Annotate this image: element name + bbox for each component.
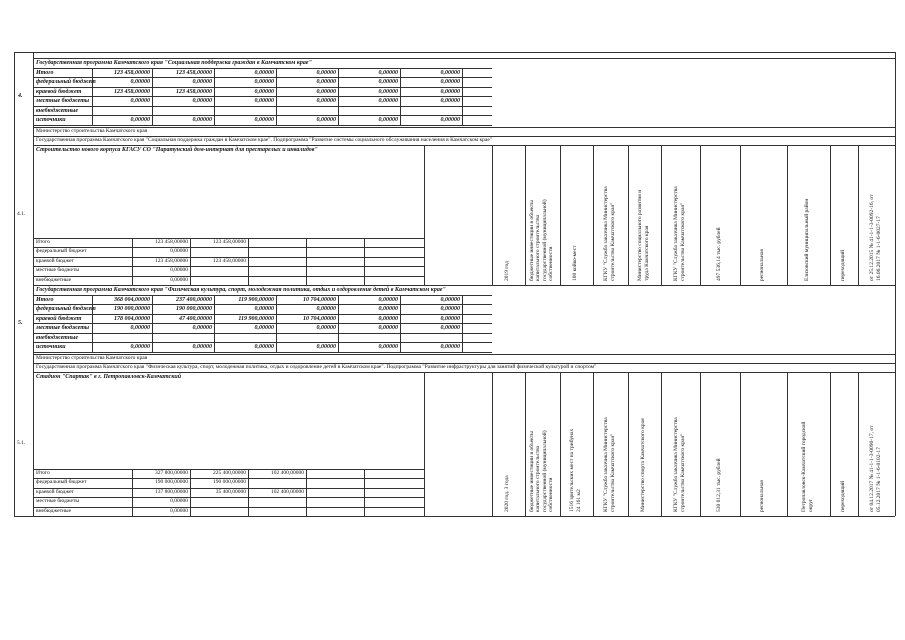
amount-cell: 0,00000 bbox=[130, 117, 150, 123]
grid-line bbox=[560, 372, 561, 517]
grid-line bbox=[276, 295, 277, 352]
amount-cell: 0,00000 bbox=[170, 507, 188, 514]
row-label: местные бюджеты bbox=[36, 498, 80, 504]
amount-cell: 0,00000 bbox=[130, 98, 150, 104]
grid-line bbox=[33, 115, 492, 116]
row-label: источники bbox=[36, 344, 66, 350]
object-title: Строительство нового корпуса КГАСУ СО "Паратунский дом-интернат для престарелых и инвалидов" bbox=[36, 146, 318, 153]
amount-cell: 0,00000 bbox=[170, 498, 188, 504]
grid-line bbox=[661, 372, 662, 517]
grid-line bbox=[560, 145, 561, 286]
row-label: источники bbox=[36, 117, 66, 123]
row-label: местные бюджеты bbox=[36, 98, 90, 104]
amount-cell: 0,00000 bbox=[378, 325, 398, 331]
vertical-attribute: региональная bbox=[759, 480, 766, 512]
grid-line bbox=[895, 145, 896, 286]
amount-cell: 119 900,00000 bbox=[238, 296, 274, 303]
grid-line bbox=[525, 145, 526, 286]
grid-line bbox=[33, 52, 34, 516]
vertical-attribute: капитального строительства bbox=[535, 214, 542, 281]
vertical-attribute: государственной (муниципальной) bbox=[541, 199, 548, 281]
row-label: внебюджетные bbox=[36, 276, 72, 283]
grid-line bbox=[593, 145, 594, 286]
vertical-attribute: переходящий bbox=[839, 249, 846, 281]
subprogram-title: Государственная программа Камчатского края "Физическая культура, спорт, молодежная политика, отдых и оздоровление детей в Камчатском крае". Подпрограмма "Развитие инфраструктуры для занятий физической культурой и спортом" bbox=[36, 363, 597, 370]
amount-cell: 0,00000 bbox=[316, 325, 336, 331]
grid-line bbox=[787, 145, 788, 286]
amount-cell: 0,00000 bbox=[440, 344, 460, 350]
amount-cell: 237 400,00000 bbox=[176, 296, 212, 303]
grid-line bbox=[306, 469, 307, 517]
grid-line bbox=[190, 469, 191, 517]
row-label: Итого bbox=[36, 469, 50, 476]
vertical-attribute: переходящий bbox=[839, 480, 846, 512]
row-number: 5. bbox=[18, 319, 23, 326]
amount-cell: 0,00000 bbox=[130, 79, 150, 85]
vertical-attribute: 16.06.2017 № 1-1-6-0027-17 bbox=[875, 216, 882, 281]
grid-line bbox=[33, 507, 424, 508]
grid-line bbox=[33, 106, 492, 107]
row-label: краевой бюджет bbox=[36, 257, 74, 264]
vertical-attribute: труда Камчатского края bbox=[643, 225, 650, 281]
grid-line bbox=[152, 295, 153, 352]
grid-line bbox=[33, 87, 492, 88]
grid-line bbox=[740, 145, 741, 286]
amount-cell: 368 004,00000 bbox=[114, 296, 150, 303]
amount-cell: 35 400,00000 bbox=[215, 488, 246, 495]
row-label: краевой бюджет bbox=[36, 315, 82, 322]
amount-cell: 0,00000 bbox=[254, 98, 274, 104]
grid-line bbox=[700, 145, 701, 286]
amount-cell: 0,00000 bbox=[316, 88, 336, 95]
amount-cell: 0,00000 bbox=[254, 306, 274, 312]
grid-line bbox=[33, 352, 492, 353]
grid-line bbox=[92, 295, 93, 352]
grid-line bbox=[33, 314, 492, 315]
amount-cell: 0,00000 bbox=[440, 325, 460, 331]
grid-line bbox=[92, 68, 93, 125]
grid-line bbox=[14, 52, 15, 516]
amount-cell: 102 400,00000 bbox=[271, 469, 304, 476]
amount-cell: 0,00000 bbox=[316, 69, 336, 76]
grid-line bbox=[33, 497, 424, 498]
amount-cell: 327 800,00000 bbox=[155, 469, 188, 476]
grid-line bbox=[248, 469, 249, 517]
vertical-attribute: Елизовский муниципальный район bbox=[804, 198, 811, 281]
amount-cell: 0,00000 bbox=[254, 88, 274, 95]
vertical-attribute: региональная bbox=[759, 249, 766, 281]
grid-line bbox=[400, 68, 401, 125]
grid-line bbox=[33, 68, 492, 69]
amount-cell: 0,00000 bbox=[440, 69, 460, 76]
grid-line bbox=[364, 238, 365, 286]
amount-cell: 0,00000 bbox=[192, 98, 212, 104]
amount-cell: 0,00000 bbox=[378, 306, 398, 312]
vertical-attribute: 100 койко-мест bbox=[572, 245, 579, 281]
vertical-attribute: строительства Камчатского края" bbox=[679, 433, 686, 512]
grid-line bbox=[492, 145, 493, 286]
row-label: федеральный бюджет bbox=[36, 479, 87, 485]
grid-line bbox=[33, 247, 424, 248]
amount-cell: 119 900,00000 bbox=[238, 315, 274, 322]
amount-cell: 123 458,00000 bbox=[114, 69, 150, 76]
vertical-attribute: 530 012,31 тыс. рублей bbox=[715, 458, 722, 512]
grid-line bbox=[33, 285, 895, 286]
program-title: Государственная программа Камчатского края "Физическая культура, спорт, молодежная политика, отдых и оздоровление детей в Камчатском крае" bbox=[36, 287, 446, 293]
ministry-name: Министерство строительства Камчатского края bbox=[36, 127, 148, 134]
grid-line bbox=[338, 68, 339, 125]
vertical-attribute: Министерство спорта Камчатского края bbox=[640, 418, 647, 512]
amount-cell: 0,00000 bbox=[254, 117, 274, 123]
amount-cell: 0,00000 bbox=[254, 79, 274, 85]
grid-line bbox=[33, 372, 895, 373]
grid-line bbox=[33, 77, 492, 78]
grid-line bbox=[400, 295, 401, 352]
grid-line bbox=[628, 145, 629, 286]
vertical-attribute: 05.12.2017 № 1-1-6-0102-17 bbox=[875, 447, 882, 512]
amount-cell: 178 004,00000 bbox=[114, 315, 150, 322]
vertical-attribute: капитального строительства bbox=[535, 445, 542, 512]
amount-cell: 0,00000 bbox=[254, 69, 274, 76]
item-number: 4.1. bbox=[17, 210, 26, 217]
grid-line bbox=[628, 372, 629, 517]
vertical-attribute: от 25.12.2015 № 41-1-1-3-0092-16, от bbox=[869, 194, 876, 281]
amount-cell: 225 400,00000 bbox=[213, 469, 246, 476]
grid-line bbox=[593, 372, 594, 517]
grid-line bbox=[276, 68, 277, 125]
grid-line bbox=[190, 238, 191, 286]
row-label: Итого bbox=[36, 238, 50, 245]
vertical-attribute: 2020 год, 3 года bbox=[504, 475, 511, 512]
amount-cell: 0,00000 bbox=[170, 267, 188, 273]
grid-line bbox=[33, 96, 492, 97]
amount-cell: 0,00000 bbox=[440, 315, 460, 322]
amount-cell: 0,00000 bbox=[440, 117, 460, 123]
amount-cell: 102 400,00000 bbox=[271, 488, 304, 495]
amount-cell: 190 000,00000 bbox=[114, 306, 150, 312]
amount-cell: 0,00000 bbox=[316, 117, 336, 123]
amount-cell: 123 458,00000 bbox=[176, 88, 212, 95]
vertical-attribute: бюджетные инвестиции в объекты bbox=[529, 200, 536, 281]
vertical-attribute: строительства Камчатского края" bbox=[609, 433, 616, 512]
object-title: Стадион "Спартак" в г. Петропавловск-Камчатский bbox=[36, 373, 182, 380]
grid-line bbox=[424, 372, 425, 517]
amount-cell: 0,00000 bbox=[378, 315, 398, 322]
row-label: местные бюджеты bbox=[36, 267, 80, 273]
amount-cell: 0,00000 bbox=[130, 325, 150, 331]
row-label: внебюджетные bbox=[36, 107, 78, 114]
row-label: Итого bbox=[36, 296, 54, 303]
vertical-attribute: Министерство социального развития и bbox=[637, 189, 644, 281]
amount-cell: 10 704,00000 bbox=[303, 296, 336, 303]
grid-line bbox=[462, 68, 463, 125]
grid-line bbox=[462, 295, 463, 352]
grid-line bbox=[858, 145, 859, 286]
amount-cell: 0,00000 bbox=[170, 248, 188, 254]
amount-cell: 0,00000 bbox=[378, 79, 398, 85]
amount-cell: 0,00000 bbox=[170, 276, 188, 283]
grid-line bbox=[306, 238, 307, 286]
grid-line bbox=[33, 295, 492, 296]
row-label: краевой бюджет bbox=[36, 88, 82, 95]
amount-cell: 0,00000 bbox=[316, 344, 336, 350]
amount-cell: 0,00000 bbox=[378, 296, 398, 303]
grid-line bbox=[132, 469, 133, 517]
vertical-attribute: 2019 год bbox=[504, 261, 511, 281]
amount-cell: 0,00000 bbox=[378, 344, 398, 350]
subprogram-title: Государственная программа Камчатского края "Социальная поддержка граждан в Камчатском крае". Подпрограмма "Развитие системы социального обслуживания населения в Камчатском крае" bbox=[36, 136, 493, 143]
amount-cell: 0,00000 bbox=[378, 88, 398, 95]
row-label: внебюджетные bbox=[36, 334, 78, 341]
vertical-attribute: собственности bbox=[547, 477, 554, 512]
grid-line bbox=[33, 304, 492, 305]
grid-line bbox=[661, 145, 662, 286]
row-label: краевой бюджет bbox=[36, 488, 74, 495]
grid-line bbox=[33, 127, 895, 128]
row-label: местные бюджеты bbox=[36, 325, 90, 331]
grid-line bbox=[830, 145, 831, 286]
grid-line bbox=[152, 68, 153, 125]
row-label: внебюджетные bbox=[36, 507, 72, 514]
grid-line bbox=[33, 125, 492, 126]
amount-cell: 0,00000 bbox=[130, 344, 150, 350]
row-label: федеральный бюджет bbox=[36, 248, 87, 254]
vertical-attribute: КГКУ "Служба заказчика Министерства bbox=[673, 186, 680, 281]
grid-line bbox=[858, 372, 859, 517]
grid-line bbox=[830, 372, 831, 517]
grid-line bbox=[33, 342, 492, 343]
vertical-attribute: КГКУ "Служба заказчика Министерства bbox=[603, 186, 610, 281]
amount-cell: 0,00000 bbox=[254, 344, 274, 350]
grid-line bbox=[214, 295, 215, 352]
grid-line bbox=[33, 333, 492, 334]
amount-cell: 0,00000 bbox=[440, 98, 460, 104]
amount-cell: 123 458,00000 bbox=[114, 88, 150, 95]
program-title: Государственная программа Камчатского края "Социальная поддержка граждан в Камчатском крае" bbox=[36, 60, 312, 66]
grid-line bbox=[700, 372, 701, 517]
amount-cell: 123 458,00000 bbox=[155, 257, 188, 264]
amount-cell: 0,00000 bbox=[378, 69, 398, 76]
grid-line bbox=[895, 372, 896, 517]
ministry-name: Министерство строительства Камчатского края bbox=[36, 354, 148, 361]
amount-cell: 0,00000 bbox=[192, 325, 212, 331]
grid-line bbox=[338, 295, 339, 352]
grid-line bbox=[14, 52, 895, 53]
grid-line bbox=[740, 372, 741, 517]
row-label: федеральный бюджет bbox=[36, 306, 96, 312]
grid-line bbox=[33, 276, 424, 277]
amount-cell: 0,00000 bbox=[316, 98, 336, 104]
vertical-attribute: 497 536,14 тыс. рублей bbox=[715, 227, 722, 281]
vertical-attribute: КГКУ "Служба заказчика Министерства bbox=[673, 417, 680, 512]
vertical-attribute: строительства Камчатского края" bbox=[679, 202, 686, 281]
amount-cell: 0,00000 bbox=[440, 88, 460, 95]
item-number: 5.1. bbox=[17, 439, 26, 446]
vertical-attribute: строительства Камчатского края" bbox=[609, 202, 616, 281]
amount-cell: 0,00000 bbox=[378, 98, 398, 104]
amount-cell: 0,00000 bbox=[192, 117, 212, 123]
amount-cell: 190 000,00000 bbox=[176, 306, 212, 312]
vertical-attribute: 24 161 м2 bbox=[575, 489, 582, 512]
grid-line bbox=[424, 145, 425, 286]
grid-line bbox=[132, 238, 133, 286]
row-label: федеральный бюджет bbox=[36, 79, 96, 85]
grid-line bbox=[33, 354, 895, 355]
amount-cell: 47 400,00000 bbox=[179, 315, 212, 322]
vertical-attribute: КГКУ "Служба заказчика Министерства bbox=[603, 417, 610, 512]
amount-cell: 0,00000 bbox=[440, 306, 460, 312]
grid-line bbox=[33, 323, 492, 324]
amount-cell: 0,00000 bbox=[192, 79, 212, 85]
vertical-attribute: бюджетные инвестиции в объекты bbox=[529, 431, 536, 512]
grid-line bbox=[214, 68, 215, 125]
amount-cell: 10 704,00000 bbox=[303, 315, 336, 322]
grid-line bbox=[364, 469, 365, 517]
amount-cell: 0,00000 bbox=[316, 306, 336, 312]
amount-cell: 190 000,00000 bbox=[155, 479, 188, 485]
row-number: 4. bbox=[18, 92, 23, 99]
vertical-attribute: 1516 зрительских мест на трибунах bbox=[569, 428, 576, 512]
amount-cell: 0,00000 bbox=[378, 117, 398, 123]
vertical-attribute: от 04.12.2017 № 41-1-1-3-0090-17, от bbox=[869, 425, 876, 512]
amount-cell: 123 458,00000 bbox=[176, 69, 212, 76]
amount-cell: 0,00000 bbox=[440, 296, 460, 303]
vertical-attribute: Петропавловск-Камчатский городской bbox=[801, 421, 808, 512]
grid-line bbox=[248, 238, 249, 286]
grid-line bbox=[525, 372, 526, 517]
amount-cell: 0,00000 bbox=[440, 79, 460, 85]
amount-cell: 123 458,00000 bbox=[213, 257, 246, 264]
amount-cell: 0,00000 bbox=[254, 325, 274, 331]
amount-cell: 0,00000 bbox=[316, 79, 336, 85]
vertical-attribute: государственной (муниципальной) bbox=[541, 430, 548, 512]
amount-cell: 123 458,00000 bbox=[213, 238, 246, 245]
amount-cell: 0,00000 bbox=[192, 344, 212, 350]
grid-line bbox=[33, 58, 895, 59]
grid-line bbox=[787, 372, 788, 517]
vertical-attribute: собственности bbox=[547, 246, 554, 281]
amount-cell: 190 000,00000 bbox=[213, 479, 246, 485]
amount-cell: 123 458,00000 bbox=[155, 238, 188, 245]
grid-line bbox=[492, 372, 493, 517]
grid-line bbox=[33, 145, 895, 146]
grid-line bbox=[14, 516, 895, 517]
amount-cell: 137 800,00000 bbox=[155, 488, 188, 495]
grid-line bbox=[33, 266, 424, 267]
vertical-attribute: округ bbox=[807, 498, 814, 512]
row-label: Итого bbox=[36, 69, 54, 76]
